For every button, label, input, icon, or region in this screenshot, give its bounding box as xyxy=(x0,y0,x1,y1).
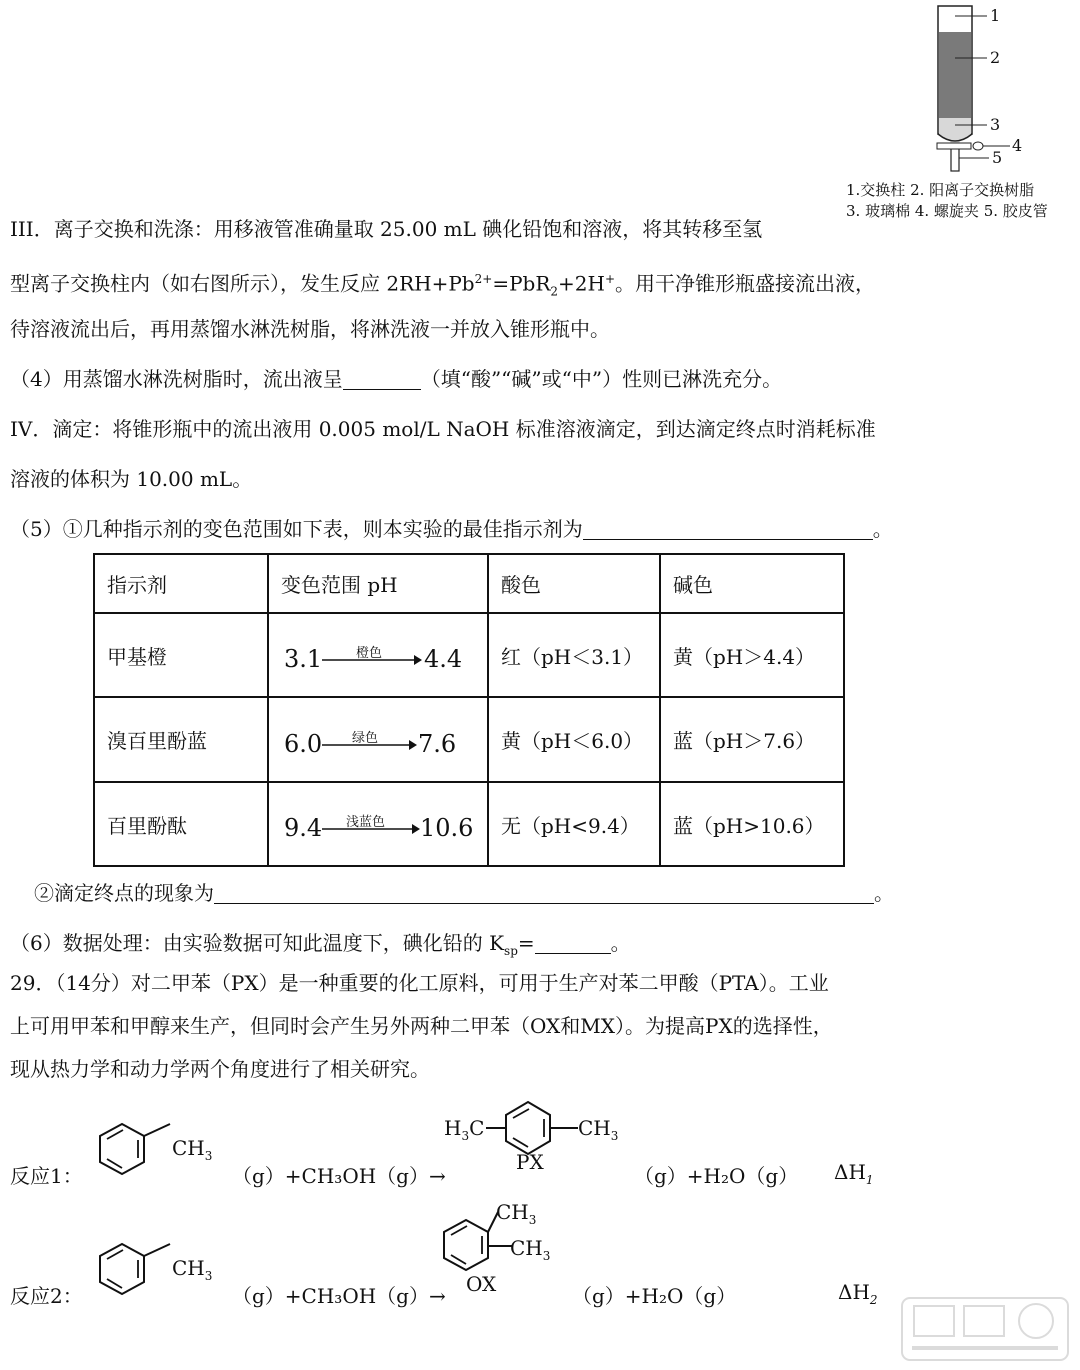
answer-blank-q6[interactable] xyxy=(535,933,611,954)
diagram-caption-line1: 1.交换柱 2. 阳离子交换树脂 xyxy=(846,181,1035,199)
table-row-2-acid: 黄（pH＜6.0） xyxy=(501,729,644,753)
section3-line3: 待溶液流出后，再用蒸馏水淋洗树脂，将淋洗液一并放入锥形瓶中。 xyxy=(10,317,610,341)
px-label: PX xyxy=(516,1150,544,1174)
range-to-row-2: 7.6 xyxy=(418,730,457,758)
reaction-1-reactant-ch3: $CH_3$ xyxy=(172,1136,213,1163)
ox-label: OX xyxy=(466,1272,497,1296)
range-color-row-3: 浅蓝色 xyxy=(346,815,386,830)
table-row-3-name: 百里酚酞 xyxy=(107,813,187,838)
reaction-2-products: （g）+H₂O（g） xyxy=(572,1284,737,1308)
toluene-structure-icon xyxy=(92,1238,182,1318)
reaction-1-enthalpy: $\Delta H_1$ xyxy=(834,1160,874,1187)
ox-side-methyl: $CH_3$ xyxy=(510,1236,551,1263)
reaction-2-enthalpy: $\Delta H_2$ xyxy=(838,1280,878,1307)
question-5-part2: ②滴定终点的现象为 。 xyxy=(34,881,894,905)
question-29-line1: 29．（14分）对二甲苯（PX）是一种重要的化工原料，可用于生产对苯二甲酸（PTA）。工业 xyxy=(10,971,829,995)
question-29-line3: 现从热力学和动力学两个角度进行了相关研究。 xyxy=(10,1057,430,1081)
answer-blank-q5-indicator[interactable] xyxy=(583,519,873,540)
reaction-2-reagents: （g）+CH₃OH（g）→ xyxy=(232,1284,446,1308)
range-to-row-3: 10.6 xyxy=(420,814,474,842)
question-29-line2: 上可用甲苯和甲醇来生产，但同时会产生另外两种二甲苯（OX和MX）。为提高PX的选择性， xyxy=(10,1014,833,1038)
reaction-2-reactant-ch3: $CH_3$ xyxy=(172,1256,213,1283)
section3-line1: III．离子交换和洗涤：用移液管准确量取 25.00 mL 碘化铅饱和溶液，将其转移至氢 xyxy=(10,217,763,241)
table-row-1-name: 甲基橙 xyxy=(107,644,167,669)
answer-blank-q4[interactable] xyxy=(343,369,421,390)
table-row-2-name: 溴百里酚蓝 xyxy=(107,729,207,753)
answer-blank-q5-endpoint[interactable] xyxy=(214,883,874,904)
ox-top-methyl: $CH_3$ xyxy=(496,1200,537,1227)
px-left-methyl: $H_3C$ xyxy=(444,1116,485,1143)
table-header-acid-color: 酸色 xyxy=(501,573,541,597)
diagram-caption-line2: 3. 玻璃棉 4. 螺旋夹 5. 胶皮管 xyxy=(846,202,1048,220)
diagram-label-2: 2 xyxy=(990,48,1001,67)
table-header-range: 变色范围 pH xyxy=(281,573,398,597)
px-right-methyl: $CH_3$ xyxy=(578,1116,619,1143)
diagram-label-3: 3 xyxy=(990,115,1001,134)
reaction-1-products: （g）+H₂O（g） xyxy=(634,1164,799,1188)
diagram-label-4: 4 xyxy=(1012,136,1023,155)
diagram-label-1: 1 xyxy=(990,6,1001,25)
table-header-base-color: 碱色 xyxy=(673,573,713,597)
reaction-1-reagents: （g）+CH₃OH（g）→ xyxy=(232,1164,446,1188)
reaction-1-label: 反应1： xyxy=(10,1164,83,1188)
range-from-row-2: 6.0 xyxy=(284,730,323,758)
toluene-structure-icon xyxy=(92,1118,182,1198)
table-row-1-acid: 红（pH＜3.1） xyxy=(501,644,644,669)
range-color-row-2: 绿色 xyxy=(352,731,379,746)
section4-line1: IV．滴定：将锥形瓶中的流出液用 0.005 mol/L NaOH 标准溶液滴定，到达滴定终点时消耗标准 xyxy=(10,417,876,441)
table-row-2-base: 蓝（pH＞7.6） xyxy=(673,729,816,753)
table-border xyxy=(843,553,845,867)
question-6: （6）数据处理：由实验数据可知此温度下，碘化铅的 $K_{sp}=$ 。 xyxy=(10,931,631,958)
range-from-row-1: 3.1 xyxy=(284,645,323,673)
table-header-indicator: 指示剂 xyxy=(107,573,167,597)
range-color-row-1: 橙色 xyxy=(356,646,383,661)
watermark-logo-icon xyxy=(900,1296,1070,1362)
question-5-part1: （5）①几种指示剂的变色范围如下表，则本实验的最佳指示剂为 。 xyxy=(10,517,893,541)
diagram-label-5: 5 xyxy=(992,148,1003,167)
range-from-row-3: 9.4 xyxy=(284,814,323,842)
section3-line2: 型离子交换柱内（如右图所示），发生反应 $2RH+Pb^{2+}=PbR_2+2H^+$。用干净锥形瓶盛接流出液， xyxy=(10,271,876,299)
question-4: （4）用蒸馏水淋洗树脂时，流出液呈 （填“酸”“碱”或“中”）性则已淋洗充分。 xyxy=(10,367,783,391)
table-border xyxy=(93,865,845,867)
table-row-3-acid: 无（pH<9.4） xyxy=(501,813,640,838)
table-row-1-base: 黄（pH＞4.4） xyxy=(673,644,816,669)
table-row-3-base: 蓝（pH>10.6） xyxy=(673,813,825,838)
reaction-2-label: 反应2： xyxy=(10,1284,83,1308)
section4-line2: 溶液的体积为 10.00 mL。 xyxy=(10,467,253,491)
px-structure-icon xyxy=(486,1096,586,1156)
range-to-row-1: 4.4 xyxy=(424,645,463,673)
